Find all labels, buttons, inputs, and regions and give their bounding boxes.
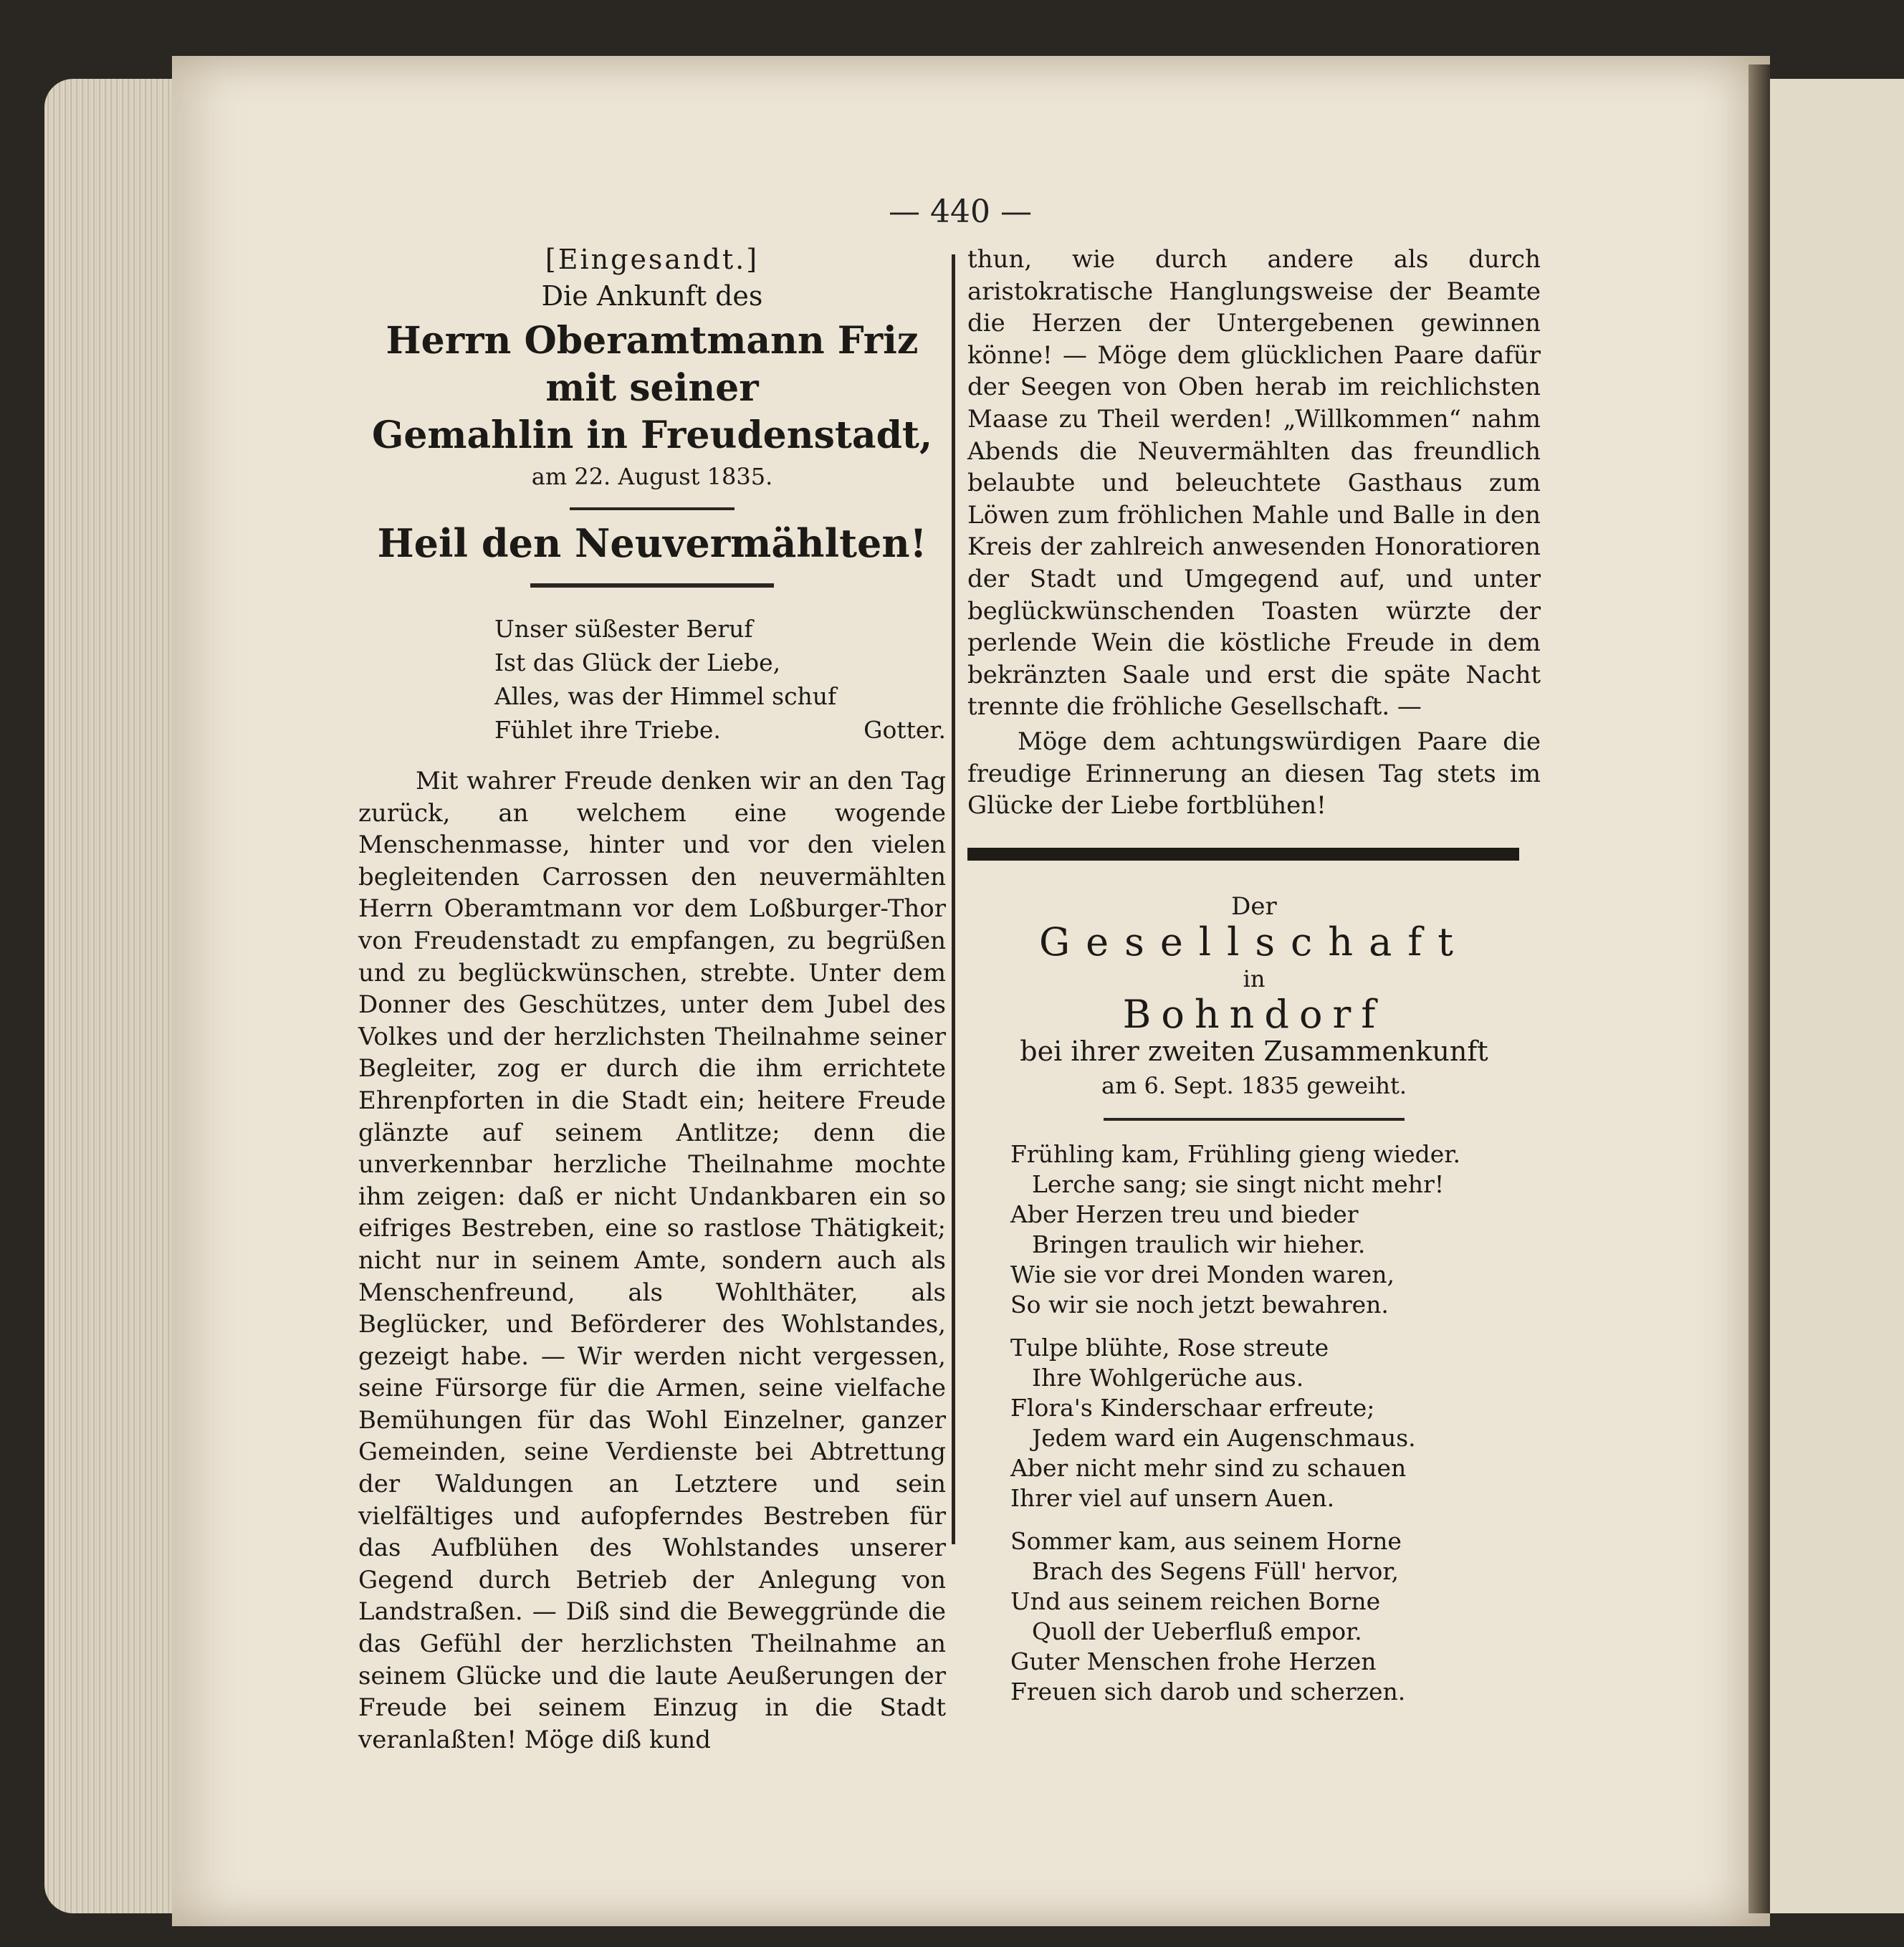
verse-line: Guter Menschen frohe Herzen <box>1010 1647 1377 1675</box>
article-paragraph: Mit wahrer Freude denken wir an den Tag zurück, an welchem eine wogende Menschenmasse, hinter und vor den vielen begleitenden Carrossen den neuvermählten Herrn Oberamtmann vor dem Loßburger-Thor von Freudenstadt zu empfangen, zu begrüßen und zu beglückwünschen, strebte. Unter dem Donner des Geschützes, unter dem Jubel des Volkes und der herzlichsten Theilnahme seiner Begleiter, zog er durch die ihm errichtete Ehrenpforten in die Stadt ein; heitere Freude glänzte auf seinem Antlitze; denn die unverkennbar herzliche Theilnahme mochte ihm zeigen: daß er nicht Undankbaren ein so eifriges Bestreben, eine so rastlose Thätigkeit; nicht nur in seinem Amte, sondern auch als Menschenfreund, als Wohlthäter, als Beglücker, und Beförderer des Wohlstandes, gezeigt habe. — Wir werden nicht vergessen, seine Fürsorge für die Armen, seine vielfache Bemühungen für das Wohl Einzelner, ganzer Gemeinden, seine Verdienste bei Abtrettung der Waldungen an Letztere und sein vielfältiges und aufopferndes Bestreben für das Aufblühen des Wohlstandes unserer Gegend durch Betrieb der Anlegung von Landstraßen. — Diß sind die Beweggründe die das Gefühl der herzlichsten Theilnahme an seinem Glücke und die laute Aeußerungen der Freude bei seinem Einzug in die Stadt veranlaßten! Möge diß kund <box>358 767 946 1754</box>
left-column <box>358 244 946 1756</box>
verse-line: Lerche sang; sie singt nicht mehr! <box>1032 1169 1445 1198</box>
poem-heading-society: Gesellschaft <box>1039 919 1469 965</box>
poem-stanza-1 <box>1010 1139 1541 1320</box>
page-number: — 440 — <box>889 193 1032 230</box>
motto-line: Ist das Glück der Liebe, <box>494 649 781 676</box>
submitted-label: [Eingesandt.] <box>545 244 760 275</box>
poem-ornamental-rule <box>1104 1118 1405 1121</box>
verse-line: Ihre Wohlgerüche aus. <box>1032 1363 1304 1392</box>
poem-heading-der: Der <box>1231 891 1277 921</box>
verse-line: Aber nicht mehr sind zu schauen <box>1010 1453 1407 1482</box>
ornamental-rule <box>530 583 774 588</box>
article-title-line-1: Herrn Oberamtmann Friz mit seiner <box>386 319 919 410</box>
poem-heading-date: am 6. Sept. 1835 geweiht. <box>1101 1072 1407 1100</box>
column-divider <box>952 254 955 1544</box>
verse-line: Frühling kam, Frühling gieng wieder. <box>1010 1139 1460 1168</box>
verse-line: Sommer kam, aus seinem Horne <box>1010 1526 1402 1555</box>
poem-stanza-2 <box>1010 1333 1541 1513</box>
motto-line: Unser süßester Beruf <box>494 615 753 643</box>
poem-heading-occasion: bei ihrer zweiten Zusammenkunft <box>1020 1035 1488 1067</box>
article-continuation: thun, wie durch andere als durch aristokratische Hanglungsweise der Beamte die Herzen der Untergebenen gewinnen könne! — Möge dem glücklichen Paare dafür der Seegen von Oben herab im reichlichsten Maase zu Theil werden! „Willkommen“ nahm Abends die Neuvermählten das freundlich belaubte und beleuchtete Gasthaus zum Löwen zum fröhlichen Mahle und Balle in den Kreis der zahlreich anwesenden Honoratioren der Stadt und Umgegend auf, und unter beglückwünschenden Toasten würzte der perlende Wein die köstliche Freude in dem bekränzten Saale und erst die späte Nacht trennte die fröhliche Gesellschaft. — <box>967 245 1541 722</box>
verse-line: Tulpe blühte, Rose streute <box>1010 1333 1329 1362</box>
verse-line: Ihrer viel auf unsern Auen. <box>1010 1483 1335 1512</box>
motto-line: Fühlet ihre Triebe. <box>494 716 721 744</box>
book-page-edges <box>44 79 188 1913</box>
verse-line: Freuen sich darob und scherzen. <box>1010 1677 1406 1706</box>
arrival-heading: Die Ankunft des <box>541 279 763 312</box>
poem-stanza-3 <box>1010 1526 1541 1707</box>
article-closing: Möge dem achtungswürdigen Paare die freudige Erinnerung an diesen Tag stets im Glücke der Liebe fortblühen! <box>967 727 1541 821</box>
toast-heading: Heil den Neuvermählten! <box>377 520 927 566</box>
verse-line: Bringen traulich wir hieher. <box>1032 1230 1366 1258</box>
poem-heading-in: in <box>1243 965 1266 992</box>
section-divider <box>967 848 1519 861</box>
article-title-line-2: Gemahlin in Freudenstadt, <box>371 413 933 457</box>
article-date: am 22. August 1835. <box>531 463 773 490</box>
motto-line: Alles, was der Himmel schuf <box>494 682 837 710</box>
verse-line: Wie sie vor drei Monden waren, <box>1010 1260 1394 1288</box>
book-gutter <box>1748 64 1770 1913</box>
title-rule <box>570 507 735 510</box>
facing-page-edge <box>1770 79 1904 1913</box>
motto-verse <box>494 612 946 747</box>
verse-line: Brach des Segens Füll' hervor, <box>1032 1556 1399 1585</box>
verse-line: Flora's Kinderschaar erfreute; <box>1010 1393 1375 1422</box>
right-column <box>967 244 1541 1720</box>
verse-line: Quoll der Ueberfluß empor. <box>1032 1617 1362 1645</box>
motto-author: Gotter. <box>864 716 946 744</box>
motto-last-line <box>494 713 946 747</box>
verse-line: Aber Herzen treu und bieder <box>1010 1200 1359 1228</box>
poem-heading-place: Bohndorf <box>1122 992 1386 1038</box>
verse-line: Und aus seinem reichen Borne <box>1010 1587 1381 1615</box>
verse-line: So wir sie noch jetzt bewahren. <box>1010 1290 1389 1319</box>
verse-line: Jedem ward ein Augenschmaus. <box>1032 1423 1416 1452</box>
